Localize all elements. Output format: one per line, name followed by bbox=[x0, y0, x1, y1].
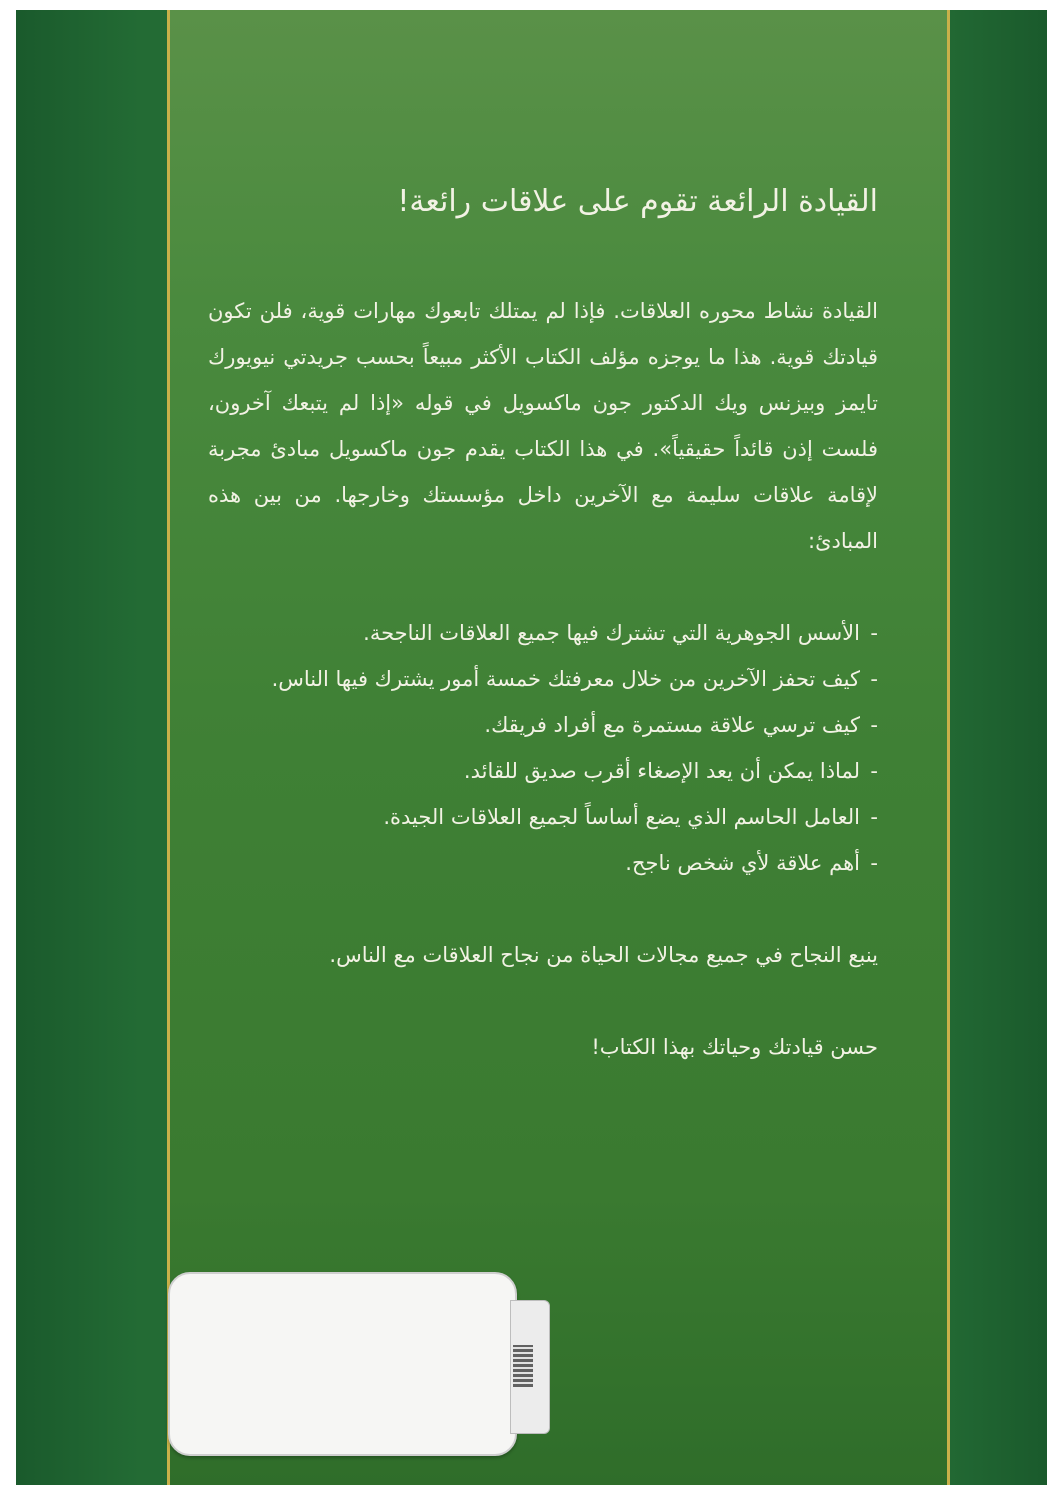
list-item: - أهم علاقة لأي شخص ناجح. bbox=[208, 840, 878, 886]
cover-title: القيادة الرائعة تقوم على علاقات رائعة! bbox=[397, 184, 878, 219]
barcode-icon bbox=[513, 1345, 533, 1387]
list-item: - كيف ترسي علاقة مستمرة مع أفراد فريقك. bbox=[208, 702, 878, 748]
cover-text bbox=[208, 180, 878, 1116]
list-item: - لماذا يمكن أن يعد الإصغاء أقرب صديق للقائد. bbox=[208, 748, 878, 794]
list-item: - كيف تحفز الآخرين من خلال معرفتك خمسة أمور يشترك فيها الناس. bbox=[208, 656, 878, 702]
list-item: - العامل الحاسم الذي يضع أساساً لجميع العلاقات الجيدة. bbox=[208, 794, 878, 840]
right-gold-rule bbox=[947, 10, 950, 1485]
principles-list bbox=[208, 610, 878, 886]
intro-paragraph: القيادة نشاط محوره العلاقات. فإذا لم يمتلك تابعوك مهارات قوية، فلن تكون قيادتك قوية. هذا ما يوجزه مؤلف الكتاب الأكثر مبيعاً بحسب جريدتي نيويورك تايمز وبيزنس ويك الدكتور جون ماكسويل في قوله «إذا لم يتبعك آخرون، فلست إذن قائداً حقيقياً». في هذا الكتاب يقدم جون ماكسويل مبادئ مجربة لإقامة علاقات سليمة مع الآخرين داخل مؤسستك وخارجها. من بين هذه المبادئ: bbox=[208, 299, 878, 553]
library-sticker bbox=[168, 1272, 517, 1456]
list-item: - الأسس الجوهرية التي تشترك فيها جميع العلاقات الناجحة. bbox=[208, 610, 878, 656]
final-line: حسن قيادتك وحياتك بهذا الكتاب! bbox=[591, 1035, 878, 1059]
closing-paragraph: ينبع النجاح في جميع مجالات الحياة من نجاح العلاقات مع الناس. bbox=[329, 943, 878, 967]
